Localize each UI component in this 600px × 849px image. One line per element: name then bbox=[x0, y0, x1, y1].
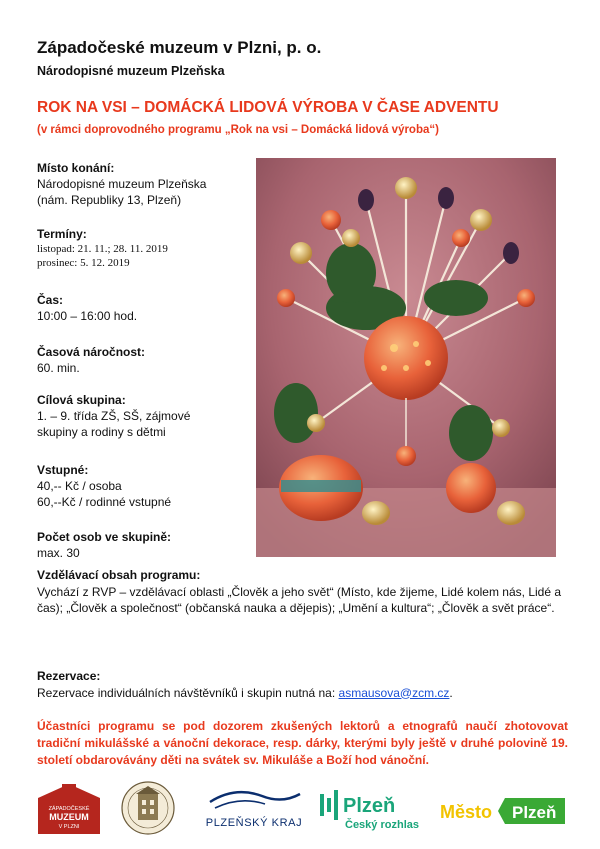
duration-value: 60. min. bbox=[37, 361, 80, 375]
reservation-email-link[interactable]: asmausova@zcm.cz bbox=[338, 685, 450, 700]
museum-subname: Národopisné muzeum Plzeňska bbox=[37, 64, 225, 78]
partner-logos bbox=[0, 780, 600, 840]
reservation-end: . bbox=[449, 685, 453, 700]
reservation-block bbox=[37, 668, 567, 701]
event-title: ROK NA VSI – DOMÁCKÁ LIDOVÁ VÝROBA V ČASE ADVENTU bbox=[37, 99, 499, 116]
venue-line1: Národopisné muzeum Plzeňska bbox=[37, 177, 207, 191]
admission-block bbox=[37, 462, 171, 510]
mesto-plzen-logo bbox=[440, 798, 565, 824]
ethnographic-museum-seal bbox=[122, 782, 174, 834]
city-right-text: Plzeň bbox=[512, 803, 557, 822]
group-size-block bbox=[37, 529, 171, 561]
radio-subtitle: Český rozhlas bbox=[345, 819, 419, 831]
time-value: 10:00 – 16:00 hod. bbox=[37, 309, 138, 323]
audience-label: Cílová skupina: bbox=[37, 393, 126, 407]
admission-label: Vstupné: bbox=[37, 463, 89, 477]
radio-city: Plzeň bbox=[343, 795, 396, 817]
venue-block bbox=[37, 160, 206, 208]
duration-block bbox=[37, 344, 145, 376]
decoration-photo bbox=[256, 158, 556, 557]
education-text: Vychází z RVP – vzdělávací oblasti „Člověk a jeho svět“ (Místo, kde žijeme, Lidé kolem nás, Lidé a čas); „Člověk a společnost“ (občanská nauka a dějepis); „Umění a kultura“; „Člověk a svět práce“. bbox=[37, 584, 562, 615]
venue-label: Místo konání: bbox=[37, 161, 115, 175]
audience-line2: skupiny a rodiny s dětmi bbox=[37, 425, 166, 439]
dates-line1: listopad: 21. 11.; 28. 11. 2019 bbox=[37, 243, 168, 255]
museum-logo bbox=[38, 784, 100, 834]
dates-line2: prosinec: 5. 12. 2019 bbox=[37, 257, 130, 269]
cesky-rozhlas-logo bbox=[320, 790, 419, 831]
education-block bbox=[37, 567, 567, 617]
time-label: Čas: bbox=[37, 293, 64, 307]
audience-line1: 1. – 9. třída ZŠ, SŠ, zájmové bbox=[37, 409, 191, 423]
reservation-text: Rezervace individuálních návštěvníků i skupin nutná na: bbox=[37, 685, 336, 700]
reservation-label: Rezervace: bbox=[37, 669, 101, 683]
museum-logo-line2: MUZEUM bbox=[49, 812, 89, 822]
plzensky-kraj-logo bbox=[206, 792, 302, 829]
audience-block bbox=[37, 392, 190, 440]
dates-label: Termíny: bbox=[37, 227, 87, 241]
museum-logo-line3: V PLZNI bbox=[58, 824, 80, 830]
duration-label: Časová náročnost: bbox=[37, 345, 146, 359]
time-block bbox=[37, 292, 137, 324]
reservation-line bbox=[37, 685, 567, 702]
program-notice: Účastníci programu se pod dozorem zkušených lektorů a etnografů naučí zhotovovat tradiční mikulášské a vánoční dekorace, resp. dárky, kterými byly ještě v druhé polovině 19. století obdarovávány děti na svátek sv. Mikuláše a Boží hod vánoční. bbox=[37, 719, 568, 767]
city-left-text: Město bbox=[440, 802, 493, 822]
event-subtitle: (v rámci doprovodného programu „Rok na vsi – Domácká lidová výroba“) bbox=[37, 124, 439, 136]
dates-block bbox=[37, 226, 168, 270]
venue-line2: (nám. Republiky 13, Plzeň) bbox=[37, 193, 182, 207]
museum-logo-line1: ZÁPADOČESKÉ bbox=[48, 806, 90, 812]
museum-name: Západočeské muzeum v Plzni, p. o. bbox=[37, 38, 322, 57]
admission-line2: 60,--Kč / rodinné vstupné bbox=[37, 495, 172, 509]
group-size-value: max. 30 bbox=[37, 546, 80, 560]
admission-line1: 40,-- Kč / osoba bbox=[37, 479, 122, 493]
region-name: PLZEŇSKÝ KRAJ bbox=[205, 817, 303, 829]
education-label: Vzdělávací obsah programu: bbox=[37, 568, 201, 582]
group-size-label: Počet osob ve skupině: bbox=[37, 530, 172, 544]
